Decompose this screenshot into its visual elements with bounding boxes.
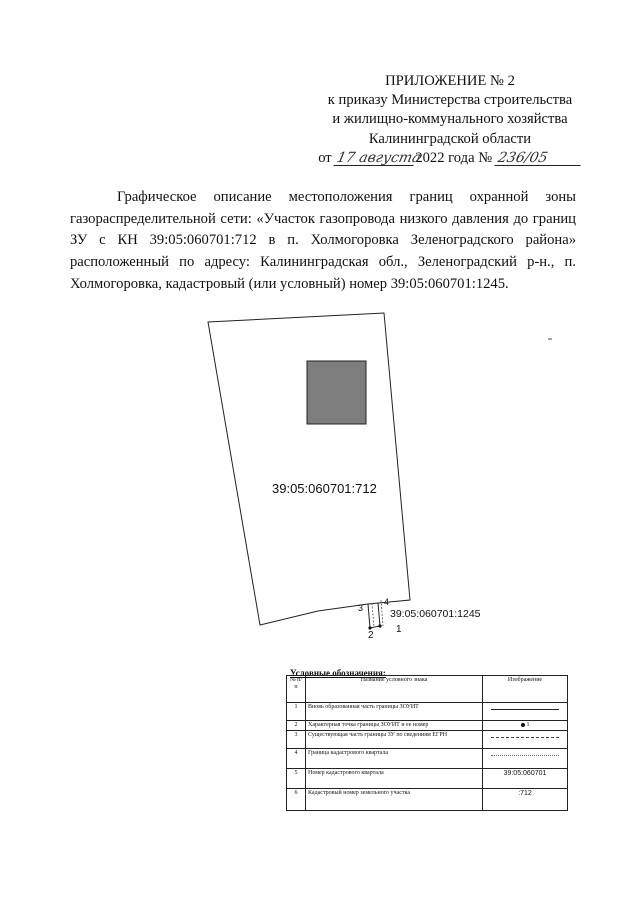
point-label-2: 2 — [368, 630, 374, 641]
point-label-1: 1 — [396, 624, 402, 635]
legend-symbol-point — [483, 721, 568, 731]
legend-header-row — [287, 676, 568, 703]
legend-row-name: Вновь образованная часть границы ЗОУИТ — [306, 703, 483, 721]
legend-symbol-new-boundary — [483, 703, 568, 721]
graphic-description: Графическое описание местоположения границ охранной зоны газораспределительной сети: «Участок газопровода низкого давления до границ ЗУ с КН 39:05:060701:712 в п. Холмогоровка Зеленоградского района» расположенный по адресу: Калининградская обл., Зеленоградский р-н., п. Холмогоровка, кадастровый (или условный) номер 39:05:060701:1245. — [70, 189, 576, 292]
legend-row — [287, 749, 568, 769]
legend-row-no: 2 — [287, 721, 306, 731]
legend-row-name: Характерная точка границы ЗОУИТ и ее номер — [306, 721, 483, 731]
legend-row — [287, 731, 568, 749]
legend-row — [287, 721, 568, 731]
legend-symbol-quarter-boundary — [483, 749, 568, 769]
point-label-4: 4 — [384, 597, 390, 607]
legend-row-no: 1 — [287, 703, 306, 721]
point-dot-icon — [521, 723, 525, 727]
appendix-title: ПРИЛОЖЕНИЕ № 2 — [385, 73, 515, 89]
legend-symbol-existing-boundary — [483, 731, 568, 749]
legend-row-name: Номер кадастрового квартала — [306, 769, 483, 789]
region-line: Калининградской области — [368, 130, 532, 147]
legend-row-no: 3 — [287, 731, 306, 749]
legend-row — [287, 789, 568, 811]
legend-table — [286, 675, 568, 811]
legend-symbol-parcel-number: :712 — [483, 789, 568, 811]
legend-header-no: № п/п — [287, 676, 306, 703]
legend-header-image: Изображение — [483, 676, 568, 703]
legend-row-no: 4 — [287, 749, 306, 769]
zone-label: 39:05:060701:1245 — [390, 608, 481, 620]
date-suffix: 2022 года № — [415, 149, 493, 166]
date-prefix: от — [318, 149, 332, 166]
handwritten-number: 236/05 — [494, 151, 583, 166]
legend-row-name: Существующая часть границы ЗУ по сведениям ЕГРН — [306, 731, 483, 749]
protection-zone — [368, 600, 383, 630]
ministry-line: и жилищно-коммунального хозяйства — [332, 111, 568, 128]
handwritten-date: 17 августа — [335, 149, 423, 166]
order-line: к приказу Министерства строительства — [327, 92, 573, 109]
legend-title: Условные обозначения: — [290, 668, 386, 678]
parcel-label: 39:05:060701:712 — [272, 481, 377, 496]
legend-row-no: 5 — [287, 769, 306, 789]
legend-point-number: 1 — [526, 722, 530, 728]
legend-symbol-quarter-number: 39:05:060701 — [483, 769, 568, 789]
point-label-3: 3 — [358, 603, 364, 613]
building — [307, 361, 366, 424]
legend-row-name: Кадастровый номер земельного участка — [306, 789, 483, 811]
legend-row-no: 6 — [287, 789, 306, 811]
legend-row — [287, 769, 568, 789]
legend-row — [287, 703, 568, 721]
parcel-boundary — [208, 313, 410, 625]
legend-row-name: Граница кадастрового квартала — [306, 749, 483, 769]
legend-header-name: Название условного знака — [306, 676, 483, 703]
